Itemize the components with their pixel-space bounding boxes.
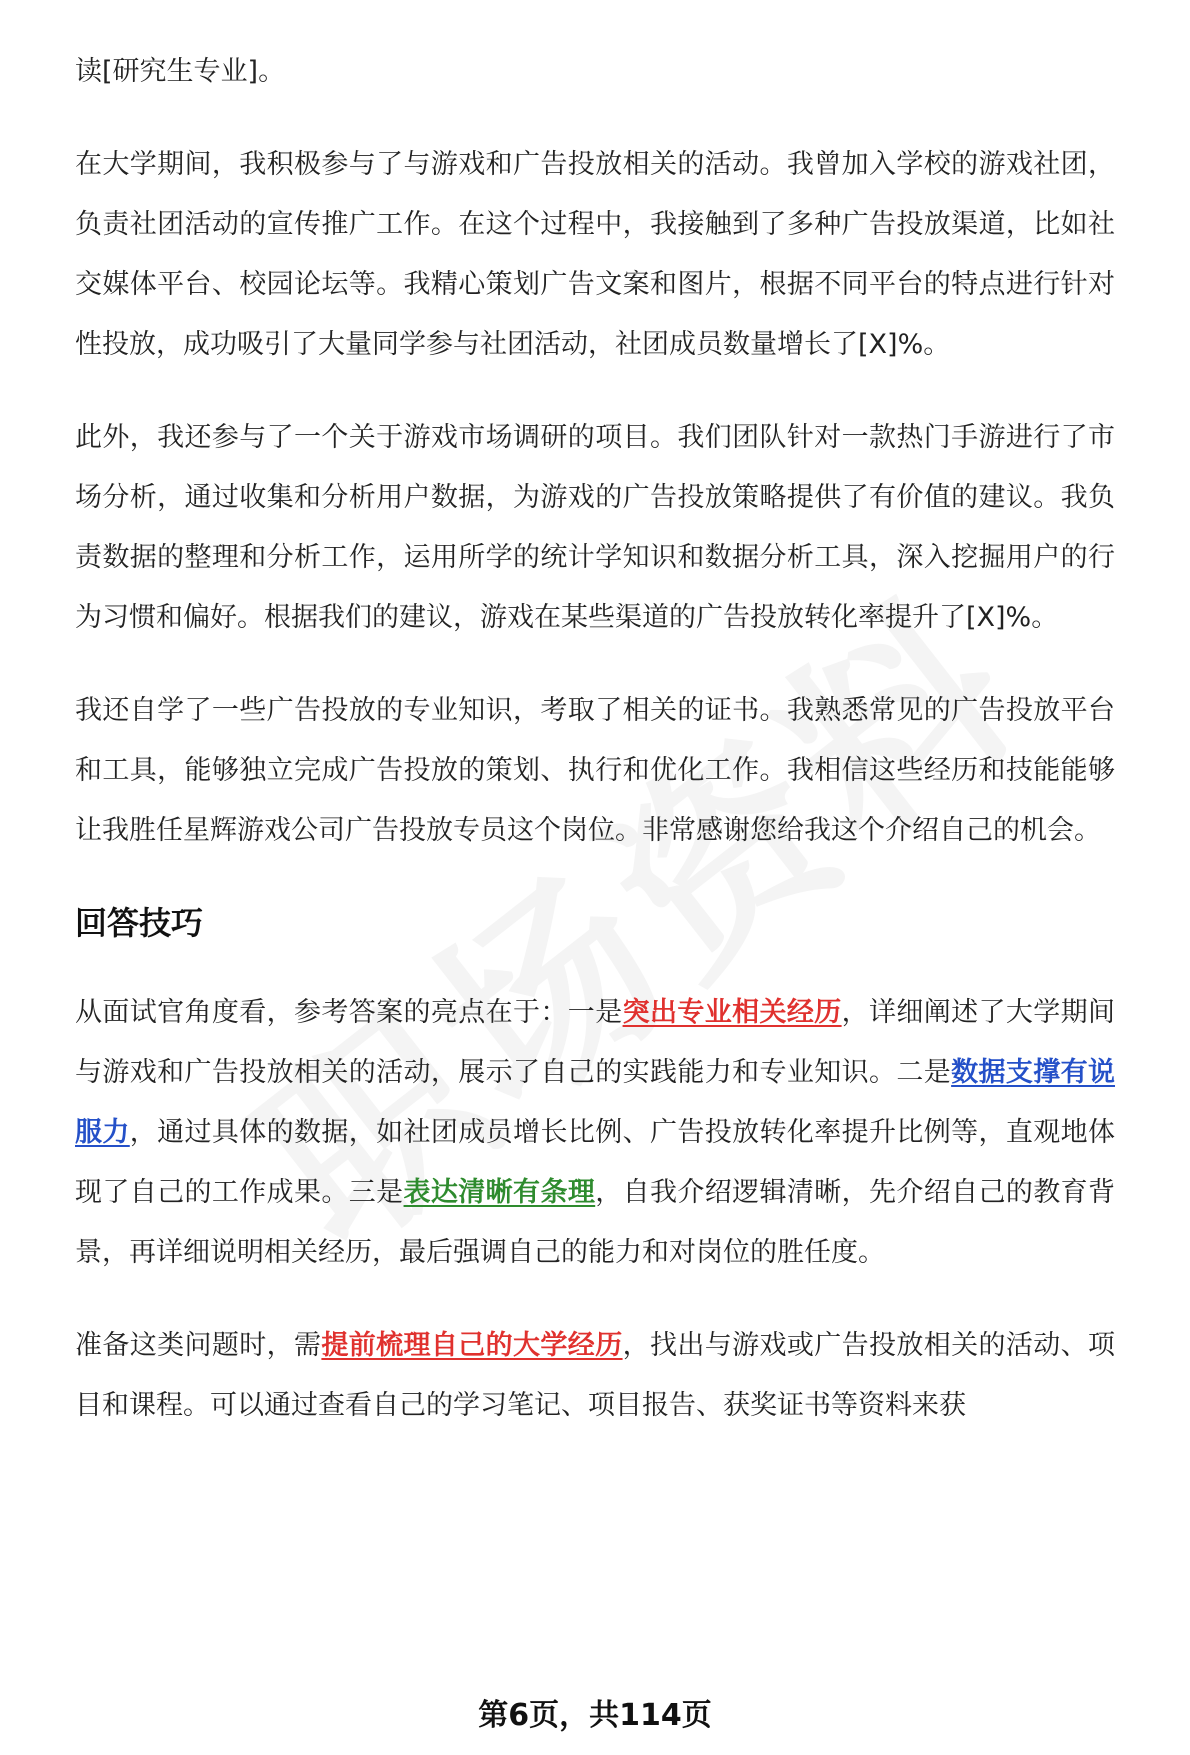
document-body — [75, 42, 1115, 1436]
tips-text: ，通过具体的数据，如社团成员增长比例、广告投放转化率提升比例等，直观地体现了自己的工作成果。三是 — [75, 1117, 1116, 1208]
tips-text: ，找出与游戏或广告投放相关的活动、项目和课程。可以通过查看自己的学习笔记、项目报告、获奖证书等资料来获 — [75, 1330, 1116, 1421]
paragraph-continuation: 读[研究生专业]。 — [75, 56, 286, 87]
page-number: 第6页，共114页 — [478, 1698, 712, 1733]
highlight-professional-experience: 突出专业相关经历 — [622, 997, 842, 1028]
paragraph-market-research: 此外，我还参与了一个关于游戏市场调研的项目。我们团队针对一款热门手游进行了市场分析，通过收集和分析用户数据，为游戏的广告投放策略提供了有价值的建议。我负责数据的整理和分析工作，运用所学的统计学知识和数据分析工具，深入挖掘用户的行为习惯和偏好。根据我们的建议，游戏在某些渠道的广告投放转化率提升了[X]%。 — [75, 422, 1115, 633]
highlight-clear-expression: 表达清晰有条理 — [403, 1177, 596, 1208]
paragraph-tips-highlights — [75, 983, 1115, 1283]
tips-text: ，详细阐述了大学期间与游戏和广告投放相关的活动，展示了自己的实践能力和专业知识。二是 — [75, 997, 1116, 1088]
highlight-review-university-experience: 提前梳理自己的大学经历 — [321, 1330, 623, 1361]
tips-text: 准备这类问题时，需 — [75, 1330, 322, 1361]
tips-text: 从面试官角度看，参考答案的亮点在于：一是 — [75, 997, 623, 1028]
paragraph-self-study: 我还自学了一些广告投放的专业知识，考取了相关的证书。我熟悉常见的广告投放平台和工具，能够独立完成广告投放的策划、执行和优化工作。我相信这些经历和技能能够让我胜任星辉游戏公司广告投放专员这个岗位。非常感谢您给我这个介绍自己的机会。 — [75, 695, 1115, 846]
tips-text: ，自我介绍逻辑清晰，先介绍自己的教育背景，再详细说明相关经历，最后强调自己的能力和对岗位的胜任度。 — [75, 1177, 1116, 1268]
paragraph-university-activities: 在大学期间，我积极参与了与游戏和广告投放相关的活动。我曾加入学校的游戏社团，负责社团活动的宣传推广工作。在这个过程中，我接触到了多种广告投放渠道，比如社交媒体平台、校园论坛等。我精心策划广告文案和图片，根据不同平台的特点进行针对性投放，成功吸引了大量同学参与社团活动，社团成员数量增长了[X]%。 — [75, 149, 1115, 360]
highlight-data-support: 数据支撑有说服力 — [75, 1057, 1116, 1148]
paragraph-tips-preparation — [75, 1316, 1115, 1436]
section-title: 回答技巧 — [75, 904, 204, 942]
